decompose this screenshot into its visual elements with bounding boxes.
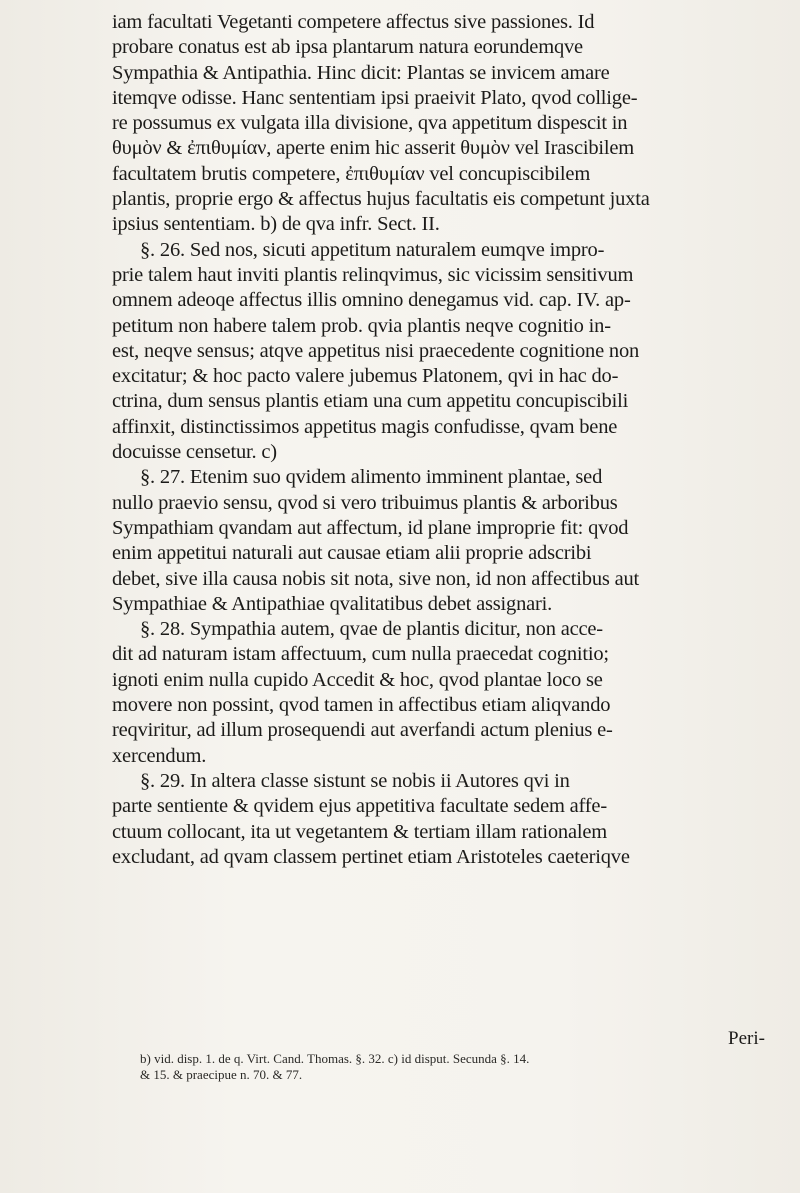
- text-line: nullo praevio sensu, qvod si vero tribuimus plantis & arboribus: [112, 491, 618, 514]
- text-line: Sympathiae & Antipathiae qvalitatibus debet assignari.: [112, 592, 553, 615]
- text-line: excludant, ad qvam classem pertinet etiam Aristoteles caeteriqve: [112, 845, 630, 868]
- text-line: Sympathia & Antipathia. Hinc dicit: Plantas se invicem amare: [112, 61, 610, 84]
- text-line: xercendum.: [112, 744, 207, 767]
- text-line: petitum non habere talem prob. qvia plantis neqve cognitio in-: [112, 314, 611, 337]
- text-line: re possumus ex vulgata illa divisione, qva appetitum dispescit in: [112, 112, 628, 135]
- text-line: Sympathiam qvandam aut affectum, id plane improprie fit: qvod: [112, 516, 629, 539]
- text-line: §. 29. In altera classe sistunt se nobis ii Autores qvi in: [140, 769, 570, 792]
- text-line: movere non possint, qvod tamen in affectibus etiam aliqvando: [112, 694, 611, 717]
- text-line: omnem adeoqe affectus illis omnino denegamus vid. cap. IV. ap-: [112, 289, 631, 312]
- text-line: §. 26. Sed nos, sicuti appetitum naturalem eumqve impro-: [140, 238, 605, 261]
- text-line: plantis, proprie ergo & affectus hujus facultatis eis competunt juxta: [112, 188, 650, 211]
- text-line: probare conatus est ab ipsa plantarum natura eorundemqve: [112, 36, 583, 59]
- text-line: enim appetitui naturali aut causae etiam alii proprie adscribi: [112, 542, 592, 565]
- text-line: excitatur; & hoc pacto valere jubemus Platonem, qvi in hac do-: [112, 365, 619, 388]
- text-line: iam facultati Vegetanti competere affectus sive passiones. Id: [112, 11, 595, 33]
- text-line: est, neqve sensus; atqve appetitus nisi praecedente cognitione non: [112, 339, 640, 362]
- footnote-line: b) vid. disp. 1. de q. Virt. Cand. Thomas. §. 32. c) id disput. Secunda §. 14.: [140, 1051, 530, 1066]
- text-line: docuisse censetur. c): [112, 441, 277, 464]
- text-line: §. 28. Sympathia autem, qvae de plantis dicitur, non acce-: [140, 618, 603, 641]
- text-line: §. 27. Etenim suo qvidem alimento imminent plantae, sed: [140, 466, 603, 489]
- footnotes: [140, 1051, 780, 1083]
- text-line: itemqve odisse. Hanc sententiam ipsi praeivit Plato, qvod collige-: [112, 86, 638, 109]
- text-line: prie talem haut inviti plantis relinqvimus, sic vicissim sensitivum: [112, 263, 634, 286]
- text-line: affinxit, distinctissimos appetitus magis confudisse, qvam bene: [112, 415, 618, 438]
- text-line: facultatem brutis competere, ἐπιθυμίαν vel concupiscibilem: [112, 162, 591, 185]
- paragraph: [112, 10, 800, 238]
- text-line: ctrina, dum sensus plantis etiam una cum appetitu concupiscibili: [112, 390, 629, 413]
- footnote-line: & 15. & praecipue n. 70. & 77.: [140, 1067, 303, 1082]
- text-line: debet, sive illa causa nobis sit nota, sive non, id non affectibus aut: [112, 567, 640, 590]
- paragraph: [112, 465, 800, 617]
- text-line: θυμὸν & ἐπιθυμίαν, aperte enim hic asserit θυμὸν vel Irascibilem: [112, 137, 635, 160]
- text-line: ctuum collocant, ita ut vegetantem & tertiam illam rationalem: [112, 820, 608, 843]
- paragraph: [112, 238, 800, 466]
- text-line: reqviritur, ad illum prosequendi aut averfandi actum plenius e-: [112, 719, 613, 742]
- text-line: parte sentiente & qvidem ejus appetitiva facultate sedem affe-: [112, 795, 607, 818]
- catchword: Peri-: [728, 1028, 765, 1049]
- text-line: ipsius sententiam. b) de qva infr. Sect. II.: [112, 213, 440, 236]
- paragraph: [112, 769, 800, 870]
- body-text: [112, 10, 800, 870]
- text-line: ignoti enim nulla cupido Accedit & hoc, qvod plantae loco se: [112, 668, 603, 691]
- text-line: dit ad naturam istam affectuum, cum nulla praecedat cognitio;: [112, 643, 609, 666]
- paragraph: [112, 617, 800, 769]
